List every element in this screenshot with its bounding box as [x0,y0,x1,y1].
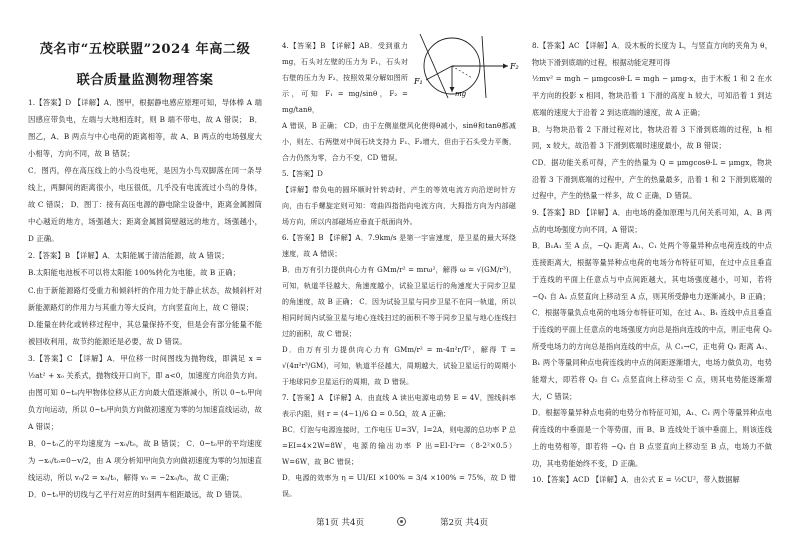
page-number-2: 第2页 共4页 [440,518,489,528]
binding-hole-icon [397,517,406,526]
arrowhead-icon [450,87,455,92]
answer-paragraph: 9.【答案】BD 【详解】A．由电场的叠加原理与几何关系可知，A、B 两点的电场强度方向不同，A 错误； [532,208,772,234]
answer-paragraph: D．根据等量异种点电荷的电势分布特征可知，A₁、C₁ 两个等量异种点电荷连线的中垂面是一个等势面，而 B、B 连线处于该中垂面上，则该连线上的电势相等，即若将 −Q₁ 自 B 点竖直向上移动至 B 点，电场力不做功，其电势能始终不变，D 正确。 [532,408,772,468]
doc-title-line2: 联合质量监测物理答案 [76,73,214,88]
label-mg: mg [455,90,467,98]
answer-paragraph: 2.【答案】B 【详解】A．太阳能属于清洁能源，故 A 错误； [28,251,229,261]
answer-paragraph: D．电源的效率为 η = UI/EI ×100% = 3/4 ×100% = 75%，故 D 错误。 [282,474,516,498]
answer-paragraph: 5.【答案】D [282,170,323,178]
column-left [28,0,262,508]
answer-paragraph: 6.【答案】B 【详解】A．7.9km/s 是第一宇宙速度，是卫星的最大环绕速度，故 A 错误； [282,234,516,258]
answer-paragraph: D．0~t₀甲的切线与乙平行对应的时刻两车相距最远，故 D 错误。 [28,490,247,500]
answer-paragraph: B．与物块沿着 2 下滑过程对比，物块沿着 3 下滑到底端的过程，h 相同，x 较大，故沿着 3 下滑到底端时速度最小，故 B 错误； [532,124,772,151]
answer-paragraph: BC．灯泡与电源连接时，工作电压 U=3V，I=2A，则电源的总功率 P 总=EI=4×2W=8W，电源的输出功率 P 出=EI-I²r=（8-2²×0.5）W=6W，故 BC 错误； [282,426,516,466]
answer-paragraph: C．根据等量负点电荷的电场分布特征可知，在过 A₁、B₁ 连线中点且垂直于连线的平面上任意点的电场强度方向总是指向连线的中点，则正电荷 Q₂ 所受电场力的方向总是指向连线的中点，从 C₁→C，正电荷 Q₂ 距离 A₁、B₁ 两个等量同种点电荷连线的中点的间距逐渐增大，电场力做负功，电势能增大，即若将 Q₂ 自 C₁ 点竖直向上移动至 C 点，则其电势能逐渐增大，C 错误； [532,308,772,401]
right-wall-line [482,36,486,98]
answer-paragraph: D.能量在转化或转移过程中，其总量保持不变，但是会有部分能量不能被回收利用，故节约能源还是必要，故 D 错误。 [28,319,262,346]
force-diagram [412,32,522,102]
answer-paragraph: 【详解】带负电的圆环顺时针转动时，产生的等效电流方向沿逆时针方向，由右手螺旋定则可知：弯曲四指指向电流方向，大拇指方向为内部磁场方向，所以内部磁场应垂直于纸面向外。 [282,186,516,226]
answer-paragraph: 7.【答案】A 【详解】A．由直线 A 读出电源电动势 E = 4V，图线斜率表示内阻，则 r = (4−1)/6 Ω = 0.5Ω，故 A 正确； [282,394,516,418]
answer-paragraph: D．由万有引力提供向心力有 GMm/r² = m·4π²r/T²，解得 T = √(4π²r³/GM)，可知，轨道半径越大，周期越大，试验卫星运行的周期小于地球同步卫星运行的周期，故 D 错误。 [282,346,516,386]
answer-paragraph: 3.【答案】C 【详解】A．甲位移一时间图线为抛物线，即满足 x = ½at² + x₀ 关系式，抛物线开口向下，即 a<0，加速度方向沿负方向。由图可知 0~t₀内甲物体位移从正方向最大值逐渐减小，所以 0~t₀甲向负方向运动，所以 0~t₀甲向负方向做初速度为零的匀加速直线运动，故 A 错误； [28,353,262,431]
answer-paragraph: B．0~t₀乙的平均速度为 −x₀/t₀，故 B 错误； C．0~t₀甲的平均速度为 −x₀/t₀=0−v/2，由 A 项分析知甲向负方向做初速度为零的匀加速直线运动，所以 v₀/2 = x₀/t₀，解得 v₀ = −2x₀/t₀，故 C 正确； [28,438,262,483]
page-number-1: 第1页 共4页 [316,518,365,528]
dashed-guide [452,66,472,78]
arrowhead-icon [503,64,508,69]
label-f2: F₂ [510,62,519,71]
answer-paragraph: B．由万有引力提供向心力有 GMm/r² = mrω²，解得 ω = √(GM/r³)，可知，轨道半径越大，角速度越小，试验卫星运行的角速度大于同步卫星的角速度，故 B 正确； C．因为试验卫星与同步卫星不在同一轨道，所以相同时间内试验卫星与地心连线扫过的面积不等于同步卫星与地心连线扫过的面积，故 C 错误； [282,266,516,338]
answer-paragraph: 1.【答案】D 【详解】A．图甲，根据静电感应原理可知，导体棒 A 端因感应带负电，左端与大地相连时，则 B 端不带电，故 A 错误； B．图乙，A、B 两点与中心电荷的距离相等，故 A、B 两点的电场强度大小相等，方向不同，故 B 错误； [28,98,262,159]
column-right [532,0,772,508]
answer-paragraph: B.太阳能电池板不可以将太阳能 100%转化为电能，故 B 正确； [28,268,240,278]
answer-paragraph: ½mv² = mgh − μmgcosθ·L = mgh − μmg·x，由于木板 1 和 2 在水平方向的投影 x 相同，物块沿着 1 下滑的高度 h 较大，可知沿着 1 到达底端的速度大于沿着 2 到达底端的速度，故 A 正确； [532,74,772,117]
answer-paragraph: C.由于新能源路灯受重力和倾斜杆的作用力处于静止状态，故倾斜杆对新能源路灯的作用力与其重力等大反向，方向竖直向上，故 C 错误； [28,285,262,312]
answer-paragraph: 8.【答案】AC 【详解】A．设木板的长度为 L，与竖直方向的夹角为 θ，物块下滑到底端的过程，根据动能定理可得 [532,41,772,67]
answer-paragraph: A 错误，B 正确； CD．由于左侧崖壁风化使得θ减小，sinθ和tanθ都减小，则左、右两壁对中间石块支持力 F₁、F₂增大，但由于石头受力平衡，合力仍然为零，合力不变，CD 错误。 [282,122,516,162]
doc-title-line1: 茂名市“五校联盟”2024 年高二级 [39,42,251,57]
label-f1: F₁ [414,77,423,86]
answer-paragraph: C．图丙，停在高压线上的小鸟没电死，是因为小鸟双脚落在同一条导线上，两脚间的距离很小，电压很低，几乎没有电流流过小鸟的身体，故 C 错误； D．图丁：接有高压电源的静电除尘设备中，距离金属圆筒中心越近的地方，场强越大；距离金属圆筒壁越远的地方，场强越小，D 正确。 [28,166,262,244]
answer-paragraph: CD．据功能关系可得，产生的热量为 Q = μmgcosθ·L = μmgx，物块沿着 3 下滑到底端的过程中，产生的热量最多，沿着 1 和 2 下滑到底端的过程中，产生的热量一样多，故 C 正确，D 错误。 [532,157,772,201]
answer-paragraph: B．B₁A₁ 至 A 点，−Q₁ 距离 A₁、C₁ 处两个等量异种点电荷连线的中点连接距离大，根据等量异种点电荷的电场分布特征可知，在过中点且垂直于连线的平面上任意点与中点间距越大，其电场强度越小，可知，若将 −Q₁ 自 A₁ 点竖直向上移动至 A 点，则其所受静电力逐渐减小，B 正确； [532,241,772,301]
answer-paragraph: 4.【答案】B 【详解】AB．受到重力 mg，石头对左壁的压力为 F₁，石头对右壁的压力为 F₂，按照效果分解如图所示，可知 F₁ = mg/sinθ，F₂ = mg/tanθ， [282,42,408,114]
answer-paragraph: 10.【答案】ACD 【详解】A．由公式 E = ½CU²，带入数据解 [532,475,740,485]
